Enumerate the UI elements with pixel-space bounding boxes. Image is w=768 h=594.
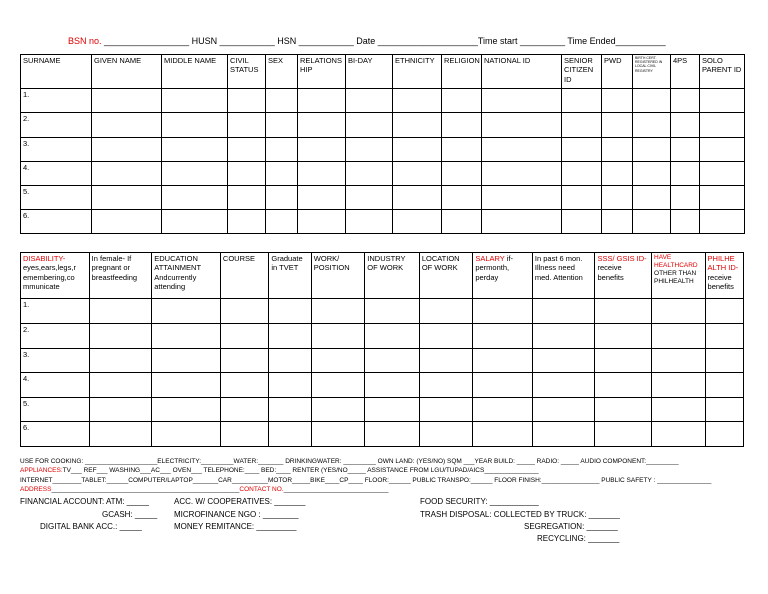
cell[interactable] [442, 186, 482, 210]
cell[interactable] [365, 324, 420, 349]
col-header [652, 253, 706, 299]
cell[interactable] [152, 299, 221, 324]
cell[interactable] [346, 138, 393, 162]
cell[interactable] [705, 373, 743, 398]
cell[interactable] [700, 186, 745, 210]
col-header: NATIONAL ID [482, 55, 562, 89]
trash-disposal-field: TRASH DISPOSAL: COLLECTED BY TRUCK: _______ [420, 510, 620, 519]
cell[interactable] [419, 373, 473, 398]
cell[interactable] [89, 299, 152, 324]
cell[interactable] [162, 186, 228, 210]
cell[interactable] [393, 210, 442, 234]
table2-header-row [21, 253, 744, 299]
row-number: 5. [21, 398, 90, 422]
cell[interactable] [269, 349, 311, 373]
col-header: SEX [266, 55, 298, 89]
cell[interactable] [346, 89, 393, 113]
cell[interactable] [532, 373, 595, 398]
cell[interactable] [346, 162, 393, 186]
cell[interactable] [595, 398, 652, 422]
cell[interactable] [482, 162, 562, 186]
cell[interactable] [266, 162, 298, 186]
contact-label: CONTACT NO. [239, 486, 284, 493]
cell[interactable] [162, 89, 228, 113]
header-text: OTHER THAN PHILHEALTH [654, 270, 697, 286]
cell[interactable] [419, 398, 473, 422]
footer-line-cooking: USE FOR COOKING: ____________________ELECTRICITY:_________WATER:_______ DRINKINGWATER: _________ OWN LAND: (YES/NO) SQM ___YEAR BUILD: _____ RADIO: _____ AUDIO COMPONENT:_________ [20, 458, 679, 465]
cell[interactable] [442, 89, 482, 113]
cell[interactable] [393, 162, 442, 186]
cell[interactable] [228, 162, 266, 186]
table-row [21, 299, 744, 324]
cell[interactable] [393, 89, 442, 113]
col-header: COURSE [220, 253, 268, 299]
cell[interactable] [419, 299, 473, 324]
cell[interactable] [220, 373, 268, 398]
table-row [21, 138, 745, 162]
header-red-text: SALARY [475, 254, 505, 263]
cell[interactable] [442, 162, 482, 186]
cell[interactable] [298, 138, 346, 162]
col-header: PWD [602, 55, 633, 89]
cell[interactable] [152, 349, 221, 373]
cell[interactable] [595, 349, 652, 373]
cell[interactable] [562, 113, 602, 138]
cell[interactable] [152, 373, 221, 398]
col-header: CIVIL STATUS [228, 55, 266, 89]
cell[interactable] [365, 299, 420, 324]
cell[interactable] [393, 186, 442, 210]
cell[interactable] [482, 138, 562, 162]
cell[interactable] [266, 186, 298, 210]
col-header: Graduate in TVET [269, 253, 311, 299]
cell[interactable] [652, 373, 706, 398]
cell[interactable] [633, 186, 671, 210]
cell[interactable] [700, 138, 745, 162]
col-header [473, 253, 533, 299]
cell[interactable] [602, 113, 633, 138]
cell[interactable] [220, 398, 268, 422]
cell[interactable] [473, 299, 533, 324]
table-row [21, 186, 745, 210]
row-number: 2. [21, 324, 90, 349]
row-number: 4. [21, 162, 92, 186]
cell[interactable] [705, 349, 743, 373]
cell[interactable] [92, 186, 162, 210]
cell[interactable] [346, 113, 393, 138]
cell[interactable] [162, 138, 228, 162]
food-security-field: FOOD SECURITY: ___________ [420, 497, 539, 506]
cell[interactable] [595, 324, 652, 349]
financial-account-field: FINANCIAL ACCOUNT: ATM: _____ [20, 497, 149, 506]
appliances-label: APPLIANCES: [20, 467, 63, 474]
cell[interactable] [562, 162, 602, 186]
footer-line-address [20, 486, 388, 493]
cell[interactable] [700, 89, 745, 113]
row-number: 6. [21, 422, 90, 447]
cell[interactable] [346, 210, 393, 234]
cell[interactable] [671, 186, 700, 210]
col-header [21, 253, 90, 299]
cell[interactable] [89, 422, 152, 447]
cell[interactable] [311, 398, 365, 422]
col-header: RELATIONS HIP [298, 55, 346, 89]
header-fields: _________________ HUSN ___________ HSN ___________ Date ____________________Time start _________ Time Ended__________ [104, 36, 666, 46]
cell[interactable] [532, 422, 595, 447]
cell[interactable] [562, 186, 602, 210]
cell[interactable] [602, 89, 633, 113]
table-row [21, 324, 744, 349]
cell[interactable] [595, 299, 652, 324]
cell[interactable] [220, 422, 268, 447]
cell[interactable] [89, 398, 152, 422]
table-row [21, 162, 745, 186]
table-row [21, 349, 744, 373]
col-header: LOCATION OF WORK [419, 253, 473, 299]
cell[interactable] [482, 113, 562, 138]
footer-line-internet: INTERNET________TABLET:______COMPUTER/LAPTOP_______CAR__________MOTOR_____BIKE____CP____ FLOOR:______ PUBLIC TRANSPO:______ FLOOR FINISH:________________ PUBLIC SAFETY : _______________ [20, 477, 712, 484]
cell[interactable] [365, 373, 420, 398]
header-red-text: SSS/ GSIS ID- [597, 254, 647, 263]
cell[interactable] [602, 186, 633, 210]
cell[interactable] [228, 138, 266, 162]
cell[interactable] [365, 422, 420, 447]
cell[interactable] [162, 210, 228, 234]
table-row [21, 373, 744, 398]
cell[interactable] [705, 422, 743, 447]
cell[interactable] [700, 210, 745, 234]
table-row [21, 89, 745, 113]
cell[interactable] [652, 422, 706, 447]
member-details-table [20, 252, 744, 447]
cell[interactable] [92, 89, 162, 113]
address-blank: ____________________________________________________ [51, 486, 240, 493]
cell[interactable] [595, 373, 652, 398]
cell[interactable] [311, 373, 365, 398]
cell[interactable] [298, 113, 346, 138]
header-red-text: DISABILITY- [23, 254, 66, 263]
cell[interactable] [228, 113, 266, 138]
cell[interactable] [671, 210, 700, 234]
cell[interactable] [652, 398, 706, 422]
col-header [705, 253, 743, 299]
table-row [21, 422, 744, 447]
cell[interactable] [602, 138, 633, 162]
cell[interactable] [671, 89, 700, 113]
col-header: GIVEN NAME [92, 55, 162, 89]
cell[interactable] [269, 398, 311, 422]
cell[interactable] [89, 373, 152, 398]
table-row [21, 398, 744, 422]
cell[interactable] [269, 373, 311, 398]
col-header: EDUCATION ATTAINMENT Andcurrently attending [152, 253, 221, 299]
cell[interactable] [633, 162, 671, 186]
cell[interactable] [365, 349, 420, 373]
gcash-field: GCASH: _____ [102, 510, 158, 519]
col-header: MIDDLE NAME [162, 55, 228, 89]
cell[interactable] [652, 324, 706, 349]
digital-bank-field: DIGITAL BANK ACC.: _____ [40, 522, 142, 531]
cell[interactable] [228, 186, 266, 210]
col-header: SOLO PARENT ID [700, 55, 745, 89]
cell[interactable] [266, 113, 298, 138]
recycling-field: RECYCLING: _______ [537, 534, 620, 543]
cell[interactable] [671, 138, 700, 162]
cell[interactable] [311, 349, 365, 373]
col-header: RELIGION [442, 55, 482, 89]
microfinance-field: MICROFINANCE NGO : ________ [174, 510, 299, 519]
header-text: eyes,ears,legs,r emembering,co mmunicate [23, 263, 76, 292]
cell[interactable] [228, 89, 266, 113]
cell[interactable] [705, 324, 743, 349]
segregation-field: SEGREGATION: _______ [524, 522, 618, 531]
cell[interactable] [266, 210, 298, 234]
row-number: 3. [21, 138, 92, 162]
cell[interactable] [89, 324, 152, 349]
col-header: BIRTH CERT. REGISTERED IN LOCAL CIVIL REGISTRY [633, 55, 671, 89]
cell[interactable] [442, 138, 482, 162]
cell[interactable] [298, 210, 346, 234]
cell[interactable] [92, 113, 162, 138]
appliances-fields: TV___ REF___ WASHING___AC___ OVEN___ TELEPHONE:____ BED:____ RENTER (YES/NO_____ ASSISTANCE FROM LGU/TUPAD/AICS_______________ [62, 467, 539, 474]
cell[interactable] [228, 210, 266, 234]
cell[interactable] [671, 113, 700, 138]
col-header: BI-DAY [346, 55, 393, 89]
cell[interactable] [298, 89, 346, 113]
cell[interactable] [652, 299, 706, 324]
cell[interactable] [652, 349, 706, 373]
cell[interactable] [442, 210, 482, 234]
row-number: 1. [21, 89, 92, 113]
cell[interactable] [532, 299, 595, 324]
cell[interactable] [419, 422, 473, 447]
household-members-table [20, 54, 745, 234]
col-header: In female- If pregnant or breastfeeding [89, 253, 152, 299]
cell[interactable] [298, 162, 346, 186]
cell[interactable] [633, 210, 671, 234]
table-row [21, 113, 745, 138]
cell[interactable] [89, 349, 152, 373]
cell[interactable] [152, 324, 221, 349]
cell[interactable] [311, 422, 365, 447]
cooperatives-field: ACC. W/ COOPERATIVES: _______ [174, 497, 306, 506]
cell[interactable] [269, 299, 311, 324]
col-header: SURNAME [21, 55, 92, 89]
row-number: 2. [21, 113, 92, 138]
cell[interactable] [705, 398, 743, 422]
col-header: SENIOR CITIZEN ID [562, 55, 602, 89]
cell[interactable] [562, 138, 602, 162]
col-header: INDUSTRY OF WORK [365, 253, 420, 299]
cell[interactable] [220, 299, 268, 324]
cell[interactable] [532, 398, 595, 422]
cell[interactable] [473, 398, 533, 422]
col-header: WORK/ POSITION [311, 253, 365, 299]
cell[interactable] [595, 422, 652, 447]
cell[interactable] [419, 349, 473, 373]
col-header [595, 253, 652, 299]
cell[interactable] [473, 373, 533, 398]
cell[interactable] [562, 210, 602, 234]
col-header: ETHNICITY [393, 55, 442, 89]
cell[interactable] [419, 324, 473, 349]
footer-line-appliances [20, 467, 539, 474]
money-remittance-field: MONEY REMITANCE: _________ [174, 522, 297, 531]
cell[interactable] [562, 89, 602, 113]
cell[interactable] [311, 299, 365, 324]
row-number: 6. [21, 210, 92, 234]
contact-blank: _____________________________ [283, 486, 389, 493]
cell[interactable] [700, 113, 745, 138]
header-red-text: PHILHE ALTH ID- [707, 254, 739, 273]
cell[interactable] [633, 89, 671, 113]
form-header [68, 36, 666, 46]
cell[interactable] [442, 113, 482, 138]
cell[interactable] [473, 349, 533, 373]
cell[interactable] [266, 138, 298, 162]
table-row [21, 210, 745, 234]
cell[interactable] [269, 422, 311, 447]
cell[interactable] [482, 210, 562, 234]
cell[interactable] [393, 138, 442, 162]
cell[interactable] [298, 186, 346, 210]
cell[interactable] [482, 186, 562, 210]
cell[interactable] [700, 162, 745, 186]
cell[interactable] [266, 89, 298, 113]
cell[interactable] [602, 210, 633, 234]
cell[interactable] [220, 349, 268, 373]
cell[interactable] [346, 186, 393, 210]
cell[interactable] [633, 113, 671, 138]
cell[interactable] [473, 422, 533, 447]
cell[interactable] [705, 299, 743, 324]
row-number: 4. [21, 373, 90, 398]
cell[interactable] [162, 113, 228, 138]
cell[interactable] [532, 349, 595, 373]
cell[interactable] [92, 138, 162, 162]
cell[interactable] [393, 113, 442, 138]
row-number: 3. [21, 349, 90, 373]
cell[interactable] [152, 422, 221, 447]
cell[interactable] [365, 398, 420, 422]
col-header: In past 6 mon. Illness need med. Attention [532, 253, 595, 299]
header-text: receive benefits [707, 272, 734, 292]
header-red-text: HAVE HEALTHCARD [654, 254, 698, 270]
col-header: 4PS [671, 55, 700, 89]
cell[interactable] [473, 324, 533, 349]
cell[interactable] [269, 324, 311, 349]
cell[interactable] [311, 324, 365, 349]
table1-header-row [21, 55, 745, 89]
cell[interactable] [602, 162, 633, 186]
cell[interactable] [633, 138, 671, 162]
row-number: 5. [21, 186, 92, 210]
header-text: if- permonth, perday [475, 254, 513, 282]
cell[interactable] [220, 324, 268, 349]
cell[interactable] [532, 324, 595, 349]
cell[interactable] [152, 398, 221, 422]
header-text: receive benefits [597, 263, 624, 282]
cell[interactable] [482, 89, 562, 113]
cell[interactable] [162, 162, 228, 186]
cell[interactable] [92, 162, 162, 186]
bsn-label: BSN no. [68, 36, 102, 46]
row-number: 1. [21, 299, 90, 324]
cell[interactable] [671, 162, 700, 186]
cell[interactable] [92, 210, 162, 234]
address-label: ADDRESS [20, 486, 52, 493]
